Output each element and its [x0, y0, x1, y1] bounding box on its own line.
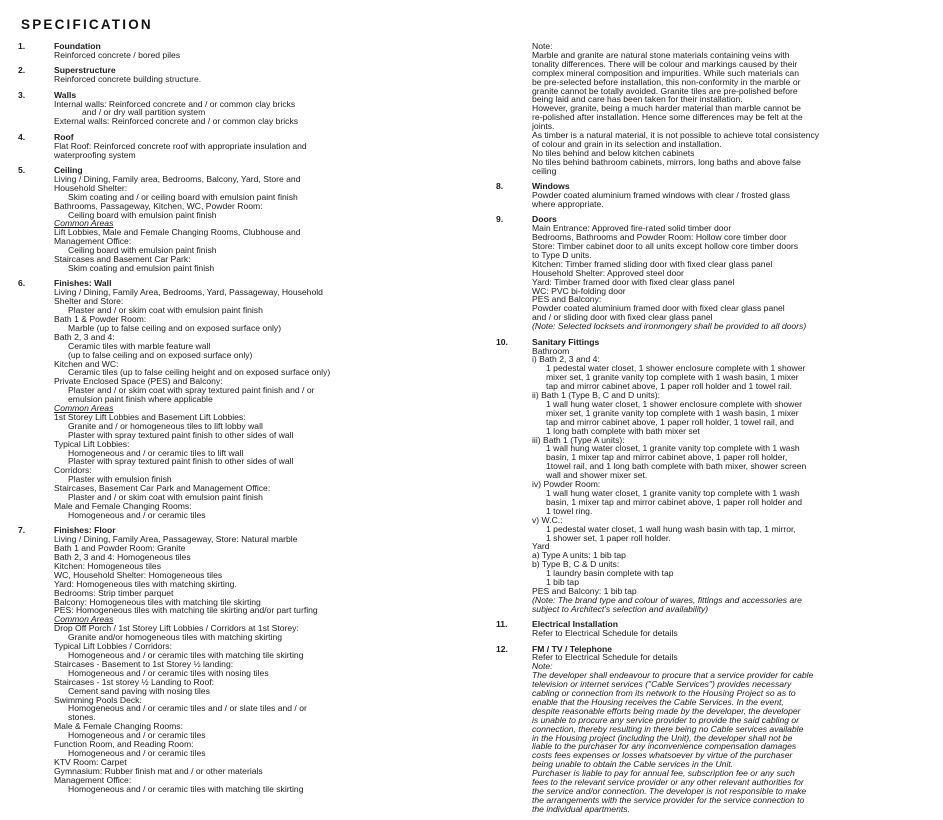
section-body [54, 91, 478, 127]
section-line: where appropriate. [532, 198, 604, 209]
section-body [532, 182, 936, 209]
section-line: 1 laundry basin complete with tap [546, 568, 674, 579]
section-line: despite reasonable efforts being made by the developer, the developer [532, 705, 801, 716]
section-line: Granite and / or homogeneous tiles to lift lobby wall [68, 420, 263, 431]
note-line: ceiling [532, 165, 557, 176]
section-number: 8. [496, 181, 504, 192]
section-line: tap and mirror cabinet above, 1 paper roll holder and 1 towel rail. [546, 381, 793, 392]
spec-section [496, 215, 936, 331]
section-body [532, 620, 936, 638]
section-line: Powder coated aluminium framed windows with clear / frosted glass [532, 190, 790, 200]
section-line: Household Shelter: Approved steel door [532, 267, 684, 278]
section-body [532, 645, 936, 814]
section-line: 1 pedestal water closet, 1 shower enclosure complete with 1 shower [546, 363, 806, 374]
section-line: Flat Roof: Reinforced concrete roof with appropriate insulation and [54, 140, 307, 151]
section-heading: Superstructure [54, 65, 116, 76]
section-line: 1 towel ring. [546, 505, 593, 516]
section-line: costs fees expenses or losses whatsoever by virtue of the purchaser [532, 750, 793, 761]
section-line: Balcony: Homogeneous tiles with matching tile skirting [54, 596, 261, 607]
section-line: Bedrooms: Strip timber parquet [54, 587, 174, 598]
section-line: subject to Architect's selection and availability) [532, 603, 709, 614]
section-line: Marble (up to false ceiling and on exposed surface only) [68, 322, 282, 333]
section-line: mixer set, 1 granite vanity top complete with 1 wash basin, 1 mixer [546, 372, 799, 383]
section-line: PES and Balcony: 1 bib tap [532, 585, 637, 596]
section-line: b) Type B, C & D units: [532, 559, 620, 570]
section-body [54, 66, 478, 84]
section-line: Homogeneous and / or ceramic tiles with nosing tiles [68, 667, 269, 678]
section-line: Ceiling board with emulsion paint finish [68, 209, 217, 220]
right-column [496, 42, 936, 820]
section-line: Bedrooms, Bathrooms and Powder Room: Hollow core timber door [532, 232, 787, 243]
spec-section [496, 645, 936, 814]
section-line: Skim coating and / or ceiling board with emulsion paint finish [68, 191, 298, 202]
section-line: Household Shelter: [54, 182, 128, 193]
section-number: 4. [18, 131, 26, 142]
section-line: Reinforced concrete / bored piles [54, 49, 181, 60]
spec-section [18, 66, 478, 84]
left-column [18, 42, 478, 800]
section-line: Living / Dining, Family area, Bedrooms, Balcony, Yard, Store and [54, 173, 301, 184]
section-line: Male and Female Changing Rooms: [54, 501, 192, 511]
section-line: WC: PVC bi-folding door [532, 285, 626, 296]
section-line: and / or dry wall partition system [82, 107, 206, 118]
section-line: Homogeneous and / or ceramic tiles and / or slate tiles and / or [68, 703, 307, 714]
section-line: Cement sand paving with nosing tiles [68, 685, 210, 696]
section-heading: Doors [532, 214, 557, 225]
spec-section [496, 620, 936, 638]
section-line: tap and mirror cabinet above, 1 paper roll holder, 1 towel rail, and [546, 416, 794, 427]
marble-note [496, 42, 936, 176]
section-line: is unable to procure any service provider to provide the said cabling or [532, 714, 800, 725]
section-line: Plaster with emulsion finish [68, 474, 172, 485]
note-line: be pre-selected before installation, this non-conformity in the marble or [532, 76, 801, 87]
section-line: television or internet services ("Cable Services") provides necessary [532, 679, 792, 690]
note-line: tonality differences. There will be colour and markings caused by their [532, 58, 798, 69]
note-line: As timber is a natural material, it is not possible to achieve total consistency [532, 130, 820, 141]
section-line: Plaster with spray textured paint finish to other sides of wall [68, 429, 294, 440]
section-number: 9. [496, 214, 504, 225]
section-line: Private Enclosed Space (PES) and Balcony: [54, 376, 223, 387]
section-line: Plaster and / or skim coat with emulsion paint finish [68, 305, 263, 316]
section-number: 6. [18, 278, 26, 289]
section-number: 10. [496, 336, 508, 347]
section-line: Refer to Electrical Schedule for details [532, 628, 678, 639]
section-line: Common Areas [54, 218, 114, 229]
section-heading: Roof [54, 131, 74, 142]
section-line: Bath 2, 3 and 4: [54, 331, 115, 342]
section-line: Function Room, and Reading Room: [54, 739, 194, 750]
section-heading: Finishes: Wall [54, 278, 112, 289]
section-heading: FM / TV / Telephone [532, 643, 613, 654]
section-line: basin, 1 mixer tap and mirror cabinet above, 1 paper roll holder and [546, 496, 803, 507]
spec-section [18, 91, 478, 127]
section-line: a) Type A units: 1 bib tap [532, 550, 626, 561]
section-line: 1 wall hung water closet, 1 granite vanity top complete with 1 wash [546, 443, 800, 454]
section-line: Homogeneous and / or ceramic tiles to lift wall [68, 447, 244, 458]
section-line: KTV Room: Carpet [54, 756, 127, 767]
section-line: Staircases and Basement Car Park: [54, 254, 191, 265]
section-heading: Sanitary Fittings [532, 336, 600, 347]
section-line: Yard [532, 541, 550, 552]
section-line: Homogeneous and / or ceramic tiles with matching tile skirting [68, 783, 304, 794]
section-line: (up to false ceiling and on exposed surface only) [68, 349, 253, 360]
section-line: Staircases - Basement to 1st Storey ½ landing: [54, 658, 234, 669]
section-line: 1 wall hung water closet, 1 shower enclosure complete with shower [546, 398, 803, 409]
section-line: fees to the relevant service provider or any other relevant authorities for [532, 777, 804, 788]
note-line: No tiles behind and below kitchen cabinets [532, 147, 695, 158]
section-line: Ceramic tiles with marble feature wall [68, 340, 211, 351]
section-line: Homogeneous and / or ceramic tiles [68, 730, 206, 741]
section-heading: Electrical Installation [532, 619, 618, 630]
section-line: i) Bath 2, 3 and 4: [532, 354, 600, 365]
section-line: connection, thereby resulting in there being no Cable services available [532, 723, 804, 734]
section-line: Homogeneous and / or ceramic tiles [68, 747, 206, 758]
section-line: stones. [68, 712, 96, 723]
section-line: Staircases, Basement Car Park and Management Office: [54, 483, 271, 494]
section-body [54, 166, 478, 273]
section-body [532, 215, 936, 331]
section-line: Management Office: [54, 774, 132, 785]
section-heading: Ceiling [54, 164, 83, 175]
section-line: basin, 1 mixer tap and mirror cabinet above, 1 paper roll holder, [546, 452, 788, 463]
spec-section [18, 42, 478, 60]
section-line: Kitchen and WC: [54, 358, 119, 369]
section-body [54, 133, 478, 160]
section-line: 1 wall hung water closet, 1 granite vanity top complete with 1 wash [546, 488, 800, 498]
section-line: emulsion paint finish where applicable [68, 394, 213, 405]
note-line: Marble and granite are natural stone materials containing veins with [532, 49, 790, 60]
section-line: Internal walls: Reinforced concrete and / or common clay bricks [54, 98, 296, 109]
section-heading: Windows [532, 181, 570, 192]
section-line: the individual apartments. [532, 803, 630, 814]
section-line: 1 pedestal water closet, 1 wall hung wash basin with tap, 1 mirror, [546, 523, 796, 534]
section-heading: Walls [54, 89, 77, 100]
section-line: Store: Timber cabinet door to all units except hollow core timber doors [532, 241, 799, 252]
section-line: Homogeneous and / or ceramic tiles with matching tile skirting [68, 650, 304, 660]
section-line: Granite and/or homogeneous tiles with matching skirting [68, 632, 283, 643]
section-line: Typical Lift Lobbies: [54, 438, 130, 449]
section-number: 2. [18, 65, 26, 76]
section-line: WC, Household Shelter: Homogeneous tiles [54, 569, 223, 580]
section-line: Lift Lobbies, Male and Female Changing Rooms, Clubhouse and [54, 227, 301, 238]
section-line: enable that the Housing receives the Cable Services. In the event, [532, 696, 784, 707]
section-number: 1. [18, 41, 26, 51]
section-number: 3. [18, 89, 26, 100]
section-line: 1 shower set, 1 paper roll holder. [546, 532, 671, 543]
section-line: in the Housing project (including the Unit), the developer shall not be [532, 732, 793, 743]
spec-section [496, 182, 936, 209]
section-line: Yard: Timber framed door with fixed clear glass panel [532, 276, 735, 287]
spec-section [18, 526, 478, 793]
section-heading: Finishes: Floor [54, 525, 116, 536]
section-number: 5. [18, 164, 26, 175]
section-line: Bath 1 and Powder Room: Granite [54, 543, 186, 554]
section-heading: Foundation [54, 41, 101, 51]
section-line: Living / Dining, Family Area, Passageway, Store: Natural marble [54, 534, 298, 545]
section-line: The developer shall endeavour to procure that a service provider for cable [532, 670, 814, 681]
section-line: waterproofing system [54, 149, 136, 160]
section-line: (Note: The brand type and colour of wares, fittings and accessories are [532, 594, 802, 605]
section-line: 1towel rail, and 1 long bath complete with bath mixer, shower screen [546, 461, 807, 472]
section-line: Ceiling board with emulsion paint finish [68, 245, 217, 256]
page-title: SPECIFICATION [21, 17, 153, 32]
section-number: 12. [496, 643, 508, 654]
spec-section [18, 133, 478, 160]
section-line: Staircases - 1st storey ½ Landing to Roof: [54, 676, 215, 687]
note-body [532, 42, 936, 176]
section-line: 1 long bath complete with bath mixer set [546, 425, 700, 436]
section-line: mixer set, 1 granite vanity top complete with 1 wash basin, 1 mixer [546, 407, 799, 418]
section-line: Common Areas [54, 403, 114, 414]
section-line: Homogeneous and / or ceramic tiles [68, 509, 206, 520]
section-line: Plaster with spray textured paint finish to other sides of wall [68, 456, 294, 467]
section-line: v) W.C.: [532, 514, 563, 525]
section-line: Skim coating and emulsion paint finish [68, 262, 215, 273]
section-line: Corridors: [54, 465, 92, 476]
section-line: Shelter and Store: [54, 296, 124, 307]
note-line: of colour and grain in its selection and installation. [532, 138, 722, 149]
section-line: Reinforced concrete building structure. [54, 74, 202, 85]
note-line: being laid and care has been taken for their installation. [532, 94, 743, 105]
section-number: 11. [496, 619, 508, 630]
section-line: PES and Balcony: [532, 294, 602, 305]
section-line: liable to the purchaser for any inconvenience compensation damages [532, 741, 797, 752]
section-line: Gymnasium: Rubber finish mat and / or other materials [54, 765, 263, 776]
section-line: Purchaser is liable to pay for annual fee, subscription fee or any such [532, 768, 795, 779]
section-line: Yard: Homogeneous tiles with matching skirting. [54, 578, 237, 589]
section-line: ii) Bath 1 (Type B, C and D units): [532, 390, 661, 401]
note-line: joints. [532, 121, 555, 132]
section-line: Bath 1 & Powder Room: [54, 313, 147, 324]
section-body [532, 338, 936, 614]
section-line: and / or sliding door with fixed clear glass panel [532, 312, 713, 323]
note-line: Note: [532, 41, 553, 51]
section-line: Management Office: [54, 236, 132, 247]
section-line: wall and shower mixer set. [546, 470, 648, 481]
section-line: Plaster and / or skim coat with spray textured paint finish and / or [68, 385, 315, 396]
section-body [54, 42, 478, 60]
section-line: 1 bib tap [546, 577, 579, 588]
section-line: the service and/or connection. The developer is not responsible to make [532, 786, 807, 796]
section-line: (Note: Selected locksets and ironmongery shall be provided to all doors) [532, 321, 807, 332]
note-line: re-polished after installation. Hence some differences may be felt at the [532, 112, 803, 123]
spec-section [18, 279, 478, 519]
spec-section [496, 338, 936, 614]
section-line: iii) Bath 1 (Type A units): [532, 434, 625, 445]
spec-section [18, 166, 478, 273]
section-line: 1st Storey Lift Lobbies and Basement Lift Lobbies: [54, 411, 246, 422]
section-line: Kitchen: Timber framed sliding door with fixed clear glass panel [532, 258, 773, 269]
section-line: the arrangements with the service provider for the service connection to [532, 794, 805, 805]
section-line: Ceramic tiles (up to false ceiling height and on exposed surface only) [68, 367, 331, 378]
section-line: Kitchen: Homogeneous tiles [54, 560, 162, 571]
section-line: Typical Lift Lobbies / Corridors: [54, 641, 172, 652]
section-line: Drop Off Porch / 1st Storey Lift Lobbies / Corridors at 1st Storey: [54, 623, 299, 634]
section-line: Common Areas [54, 614, 114, 625]
section-line: Refer to Electrical Schedule for details [532, 652, 678, 663]
section-line: Powder coated aluminium framed door with fixed clear glass panel [532, 303, 785, 314]
section-line: iv) Powder Room: [532, 479, 601, 490]
section-line: cabling or connection from its network to the Housing Project so as to [532, 688, 796, 699]
section-line: Main Entrance: Approved fire-rated solid timber door [532, 223, 732, 234]
section-line: Bathrooms, Passageway, Kitchen, WC, Powder Room: [54, 200, 263, 211]
section-line: Note: [532, 661, 553, 672]
section-line: Swimming Pools Deck: [54, 694, 142, 705]
section-line: Male & Female Changing Rooms: [54, 721, 183, 732]
section-line: Bath 2, 3 and 4: Homogeneous tiles [54, 552, 191, 563]
section-line: Living / Dining, Family Area, Bedrooms, Yard, Passageway, Household [54, 287, 323, 298]
section-line: PES: Homogeneous tiles with matching tile skirting and/or part turfing [54, 605, 318, 616]
section-line: being unable to obtain the Cable services in the Unit. [532, 759, 734, 770]
section-number: 7. [18, 525, 26, 536]
note-line: However, granite, being a much harder material than marble cannot be [532, 103, 801, 114]
section-line: Plaster and / or skim coat with emulsion paint finish [68, 492, 263, 503]
section-line: to Type D units. [532, 249, 592, 260]
note-line: granite cannot be totally avoided. Granite tiles are pre-polished before [532, 85, 798, 96]
note-line: No tiles behind bathroom cabinets, mirrors, long baths and above false [532, 156, 801, 167]
section-body [54, 526, 478, 793]
section-body [54, 279, 478, 519]
section-line: Bathroom [532, 345, 570, 356]
section-line: External walls: Reinforced concrete and / or common clay bricks [54, 116, 299, 127]
note-line: complex mineral composition and impurities. While such materials can [532, 67, 799, 78]
